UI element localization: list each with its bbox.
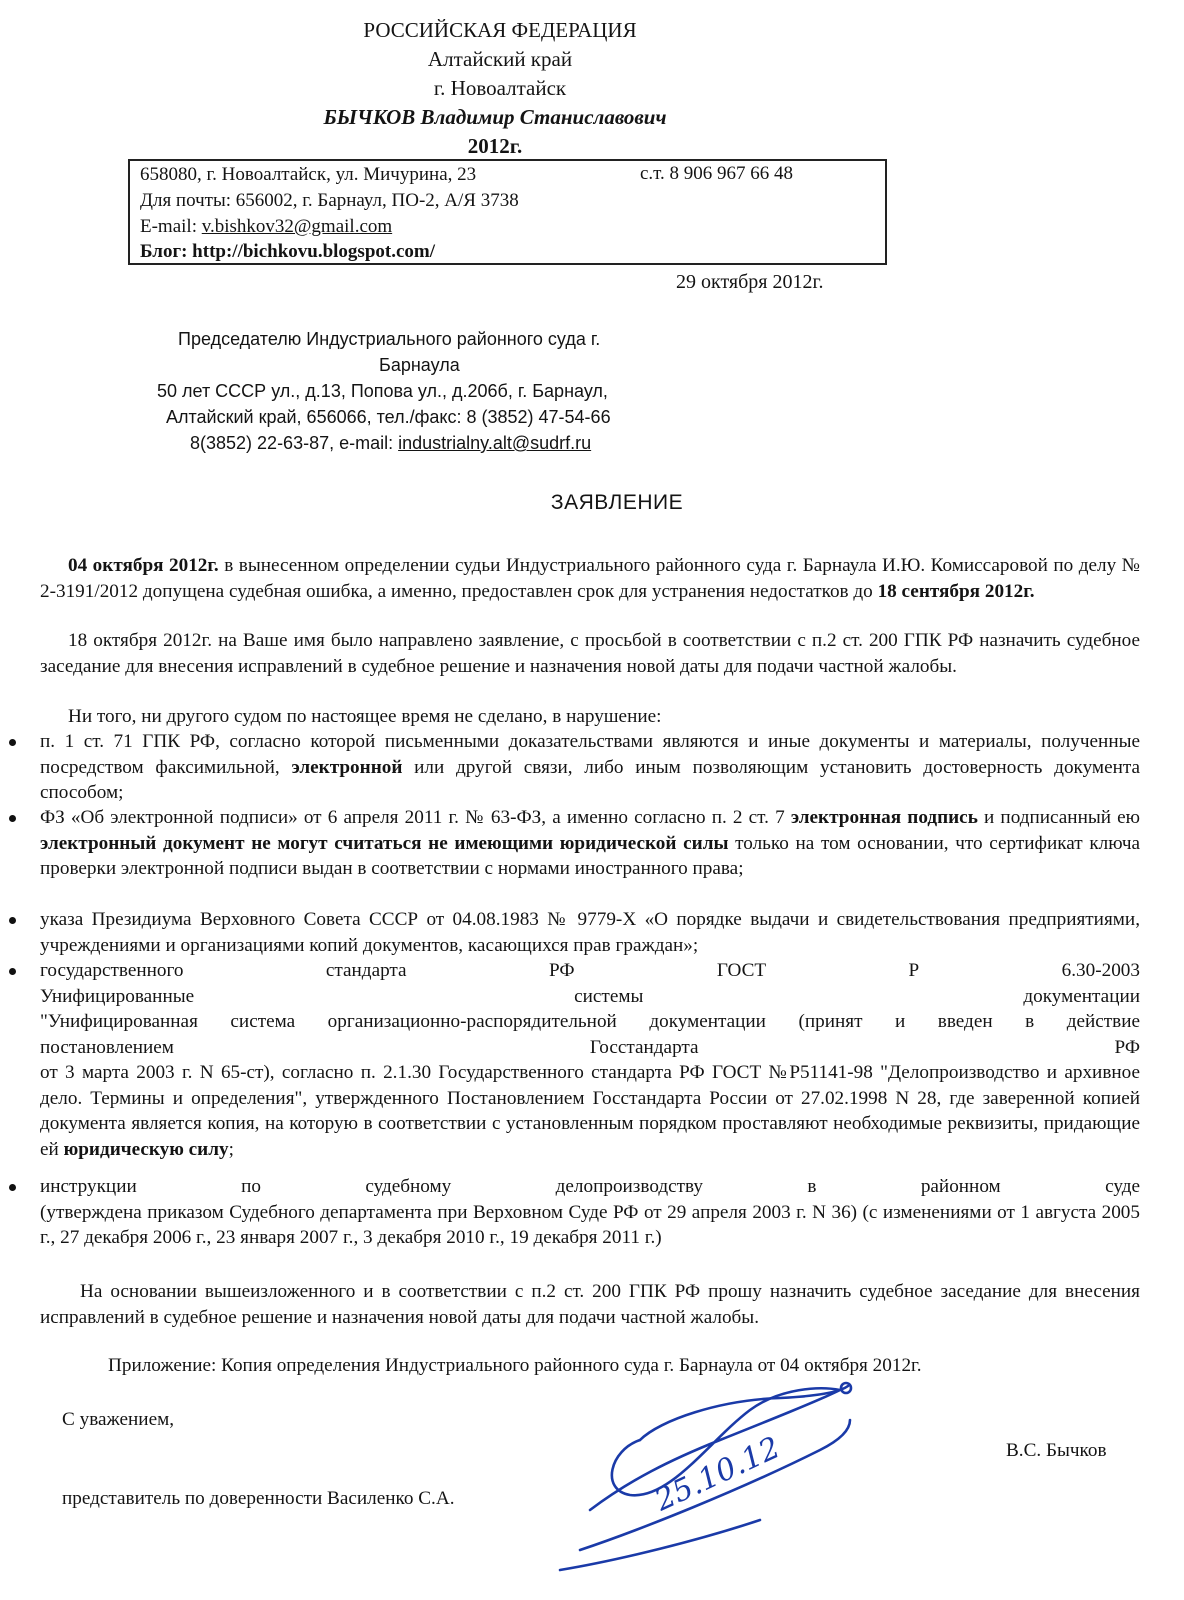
b5-rest: (утверждена приказом Судебного департамента при Верховном Суде РФ от 29 апреля 2003 г. N 36) (с изменениями от 1 августа 2005 г., 27 декабря 2006 г., 23 января 2007 г., 3 декабря 2010 г., 19 декабря 2011 г.): [40, 1201, 1140, 1248]
paragraph-1: [40, 553, 1140, 604]
list-item: [40, 1174, 1140, 1251]
list-item: [40, 729, 1140, 805]
header-country: РОССИЙСКАЯ ФЕДЕРАЦИЯ: [363, 18, 637, 42]
b4-line-1: государственного стандарта РФ ГОСТ Р 6.30-2003: [40, 960, 1140, 981]
addressee-contact-prefix: 8(3852) 22-63-87, e-mail:: [190, 433, 399, 453]
bullet-icon: [9, 968, 16, 975]
addressee-email-link[interactable]: industrialny.alt@sudrf.ru: [398, 433, 592, 453]
handwritten-date: 25.10.12: [649, 1430, 786, 1519]
p2-text: 18 октября 2012г. на Ваше имя было направлено заявление, с просьбой в соответствии с п.2 ст. 200 ГПК РФ назначить судебное заседание для внесения исправлений в судебное решение и назначения новой даты для подачи частной жалобы.: [40, 630, 1140, 677]
addressee-line-3: 50 лет СССР ул., д.13, Попова ул., д.206б, г. Барнаул,: [157, 381, 608, 401]
header-region: Алтайский край: [427, 47, 573, 71]
contact-email-link[interactable]: v.bishkov32@gmail.com: [201, 216, 393, 237]
paragraph-3: [40, 704, 1140, 730]
bullet-icon: [9, 917, 16, 924]
b4-line-4: постановлением Госстандарта РФ: [40, 1036, 1140, 1058]
signature-stroke-4: [560, 1520, 760, 1570]
p1-deadline: 18 сентября 2012г.: [877, 580, 1035, 602]
b4-line-2: Унифицированные системы документации: [40, 985, 1140, 1007]
b2-text-c: только на том основании, что сертификат ключа проверки электронной подписи выдан в соответствии с нормами иностранного права;: [40, 832, 1140, 879]
paragraph-2: [40, 628, 1140, 679]
b2-bold-2: электронный документ не могут считаться не имеющими юридической силы: [40, 832, 729, 854]
signer-name: В.С. Бычков: [1006, 1440, 1107, 1461]
document-title: ЗАЯВЛЕНИЕ: [550, 491, 684, 514]
addressee-line-5: [190, 430, 591, 456]
header-city: г. Новоалтайск: [433, 76, 567, 100]
b4-text-a: от 3 марта 2003 г. N 65-ст), согласно п. 2.1.30 Государственного стандарта РФ ГОСТ №Р51141-98 "Делопроизводство и архивное дело. Термины и определения", утвержденного Постановлением Госстандарта России от 27.02.1998 N 28, где заверенной копией документа является копия, на которую в соответствии с установленным порядком проставляют необходимые реквизиты, придающие ей: [40, 1062, 1140, 1160]
addressee-line-4: Алтайский край, 656066, тел./факс: 8 (3852) 47-54-66: [166, 407, 611, 427]
closing-regards: С уважением,: [62, 1409, 175, 1430]
header-year: 2012г.: [467, 134, 523, 158]
b4-bold: юридическую силу: [63, 1138, 229, 1160]
b5-line-1: инструкции по судебному делопроизводству в районном суде: [40, 1176, 1140, 1197]
contact-email-line: [140, 215, 392, 239]
final-text: На основании вышеизложенного и в соответствии с п.2 ст. 200 ГПК РФ прошу назначить судебное заседание для внесения исправлений в судебное решение и назначения новой даты для подачи частной жалобы.: [40, 1281, 1140, 1328]
contact-box: [128, 159, 887, 265]
p1-date: 04 октября 2012г.: [68, 555, 219, 576]
paragraph-request: [40, 1279, 1140, 1330]
signature-stroke-2: [640, 1386, 848, 1440]
appendix-note: Приложение: Копия определения Индустриального районного суда г. Барнаула от 04 октября 2012г.: [108, 1355, 922, 1376]
b4-line-3: "Унифицированная система организационно-распорядительной документации (принят и введен в действие: [40, 1011, 1140, 1032]
contact-address: 658080, г. Новоалтайск, ул. Мичурина, 23: [140, 164, 477, 185]
contact-postal: Для почты: 656002, г. Барнаул, ПО-2, А/Я 3738: [140, 190, 519, 211]
b1-text-a: п. 1 ст. 71 ГПК РФ, согласно которой письменными доказательствами являются и иные документы и материалы, полученные посредством факсимильной,: [40, 731, 1140, 778]
contact-blog[interactable]: Блог: http://bichkovu.blogspot.com/: [140, 241, 436, 262]
b1-text-b: или другой связи, либо иным позволяющим установить достоверность документа способом;: [40, 756, 1140, 803]
representative-line: представитель по доверенности Василенко С.А.: [62, 1488, 455, 1509]
b4-rest: [40, 1060, 1140, 1162]
b2-text-a: ФЗ «Об электронной подписи» от 6 апреля 2011 г. № 63-ФЗ, а именно согласно п. 2 ст. 7: [40, 807, 791, 828]
addressee-line-2: Барнаула: [379, 355, 460, 375]
list-item: [40, 907, 1140, 958]
p1-text: в вынесенном определении судьи Индустриального районного суда г. Барнаула И.Ю. Комиссаровой по делу № 2-3191/2012 допущена судебная ошибка, а именно, предоставлен срок для устранения недостатков до: [40, 555, 1140, 602]
list-item: [40, 805, 1140, 907]
contact-email-label: E-mail:: [140, 216, 202, 237]
b2-bold-1: электронная подпись: [790, 807, 978, 828]
document-date: 29 октября 2012г.: [676, 271, 824, 293]
b2-text-b: и подписанный ею: [977, 807, 1141, 828]
list-item: [40, 958, 1140, 1174]
bullet-icon: [9, 739, 16, 746]
violations-list: [40, 729, 1140, 1251]
b4-end: ;: [228, 1138, 234, 1160]
addressee-line-1: Председателю Индустриального районного суда г.: [178, 329, 601, 349]
b3-text: указа Президиума Верховного Совета СССР от 04.08.1983 № 9779-Х «О порядке выдачи и свидетельствования предприятиями, учреждениями и организациями копий документов, касающихся прав граждан»;: [40, 909, 1140, 956]
contact-phone: с.т. 8 906 967 66 48: [640, 163, 794, 184]
p3-text: Ни того, ни другого судом по настоящее время не сделано, в нарушение:: [68, 706, 662, 727]
bullet-icon: [9, 1184, 16, 1191]
b1-bold: электронной: [291, 756, 403, 778]
author-name: БЫЧКОВ Владимир Станиславович: [323, 105, 667, 129]
bullet-icon: [9, 815, 16, 822]
